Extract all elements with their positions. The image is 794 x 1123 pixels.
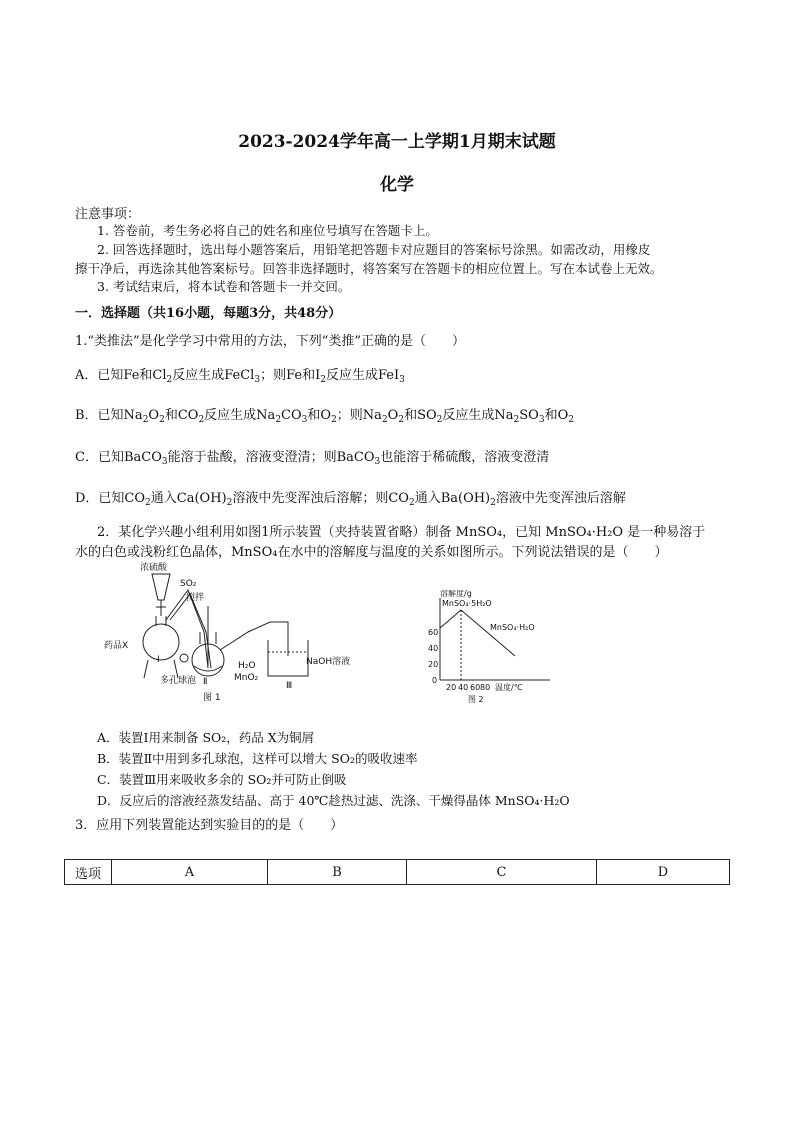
question-1-option-d: D．已知$CO_2$通入$Ca(OH)_2$溶液中先变浑浊后溶解；则$CO_2$通入$Ba(OH)_2$溶液中先变浑浊后溶解 — [75, 491, 626, 508]
table-header-a: A — [112, 860, 268, 885]
question-2-option-b: B．装置Ⅱ中用到多孔球泡，这样可以增大 SO₂的吸收速率 — [97, 751, 418, 766]
question-3-options-table — [64, 859, 730, 885]
y-axis-label: 溶解度/g — [440, 590, 472, 598]
exam-subject: 化学 — [380, 175, 414, 195]
x-tick-20: 20 — [446, 683, 457, 692]
label-so2: SO₂ — [180, 579, 197, 589]
notice-label: 注意事项： — [75, 207, 141, 222]
table-header-b: B — [268, 860, 407, 885]
label-roman-1: Ⅰ — [157, 655, 160, 665]
figure-2-solubility-chart — [420, 590, 560, 705]
figure-2-caption: 图 2 — [468, 695, 484, 704]
question-2-stem-line2: 水的白色或浅粉红色晶体，MnSO₄在水中的溶解度与温度的关系如图所示。下列说法错误的是（ ） — [75, 545, 668, 560]
question-2-stem-line1: 2．某化学兴趣小组利用如图1所示装置（夹持装置省略）制备 MnSO₄，已知 MnSO₄·H₂O 是一种易溶于 — [97, 525, 706, 540]
label-drug-x: 药品X — [104, 641, 129, 651]
question-1-stem: 1.“类推法”是化学学习中常用的方法，下列“类推”正确的是（ ） — [75, 334, 465, 349]
flask-one — [143, 624, 179, 660]
label-roman-3: Ⅲ — [286, 681, 293, 691]
exam-title: 2023-2024学年高一上学期1月期末试题 — [238, 132, 556, 152]
figure-1-apparatus — [100, 560, 400, 705]
question-1-option-b: B．已知$Na_2O_2$和$CO_2$反应生成$Na_2CO_3$和$O_2$；则$Na_2O_2$和$SO_2$反应生成$Na_2SO_3$和$O_2$ — [75, 408, 574, 425]
question-3-stem: 3．应用下列装置能达到实验目的的是（ ） — [75, 818, 344, 833]
question-1-option-a: A．已知Fe和$Cl_2$反应生成FeCl$_3$；则Fe和$I_2$反应生成FeI$_3$ — [75, 368, 405, 385]
question-2-option-c: C．装置Ⅲ用来吸收多余的 SO₂并可防止倒吸 — [97, 772, 347, 787]
table-row — [65, 860, 730, 885]
notice-item-2-cont: 擦干净后，再选涂其他答案标号。回答非选择题时，将答案写在答题卡的相应位置上。写在本试卷上无效。 — [75, 261, 663, 276]
x-axis-label: 温度/℃ — [495, 683, 523, 692]
table-header-c: C — [407, 860, 597, 885]
series-label-5h2o: MnSO₄·5H₂O — [442, 599, 492, 608]
section-heading: 一．选择题（共16小题，每题3分，共48分） — [75, 306, 342, 321]
notice-item-3: 3. 考试结束后，将本试卷和答题卡一并交回。 — [97, 279, 351, 294]
x-tick-80: 80 — [480, 683, 491, 692]
x-tick-60: 60 — [470, 683, 481, 692]
label-stir: 搅拌 — [186, 593, 205, 603]
y-tick-20: 20 — [428, 660, 439, 669]
solubility-line — [440, 610, 515, 656]
label-acid: 浓硫酸 — [140, 563, 168, 573]
funnel-shape — [152, 574, 170, 600]
question-2-option-a: A．装置Ⅰ用来制备 SO₂，药品 X为铜屑 — [97, 730, 315, 745]
table-header-option: 选项 — [65, 860, 112, 885]
label-bubble: 多孔球泡 — [160, 676, 197, 686]
label-roman-2: Ⅱ — [203, 677, 208, 687]
label-mno2: MnO₂ — [234, 673, 259, 683]
table-header-d: D — [597, 860, 730, 885]
figure-1-caption: 图 1 — [203, 693, 221, 703]
question-1-option-c: C．已知BaCO$_3$能溶于盐酸，溶液变澄清；则BaCO$_3$也能溶于稀硫酸，溶液变澄清 — [75, 450, 550, 467]
question-2-option-d: D．反应后的溶液经蒸发结晶、高于 40℃趁热过滤、洗涤、干燥得晶体 MnSO₄·H₂O — [97, 793, 570, 808]
label-naoh: NaOH溶液 — [306, 657, 351, 667]
label-h2o: H₂O — [238, 661, 256, 671]
notice-item-1: 1. 答卷前，考生务必将自己的姓名和座位号填写在答题卡上。 — [97, 223, 438, 238]
y-tick-40: 40 — [428, 644, 439, 653]
y-tick-60: 60 — [428, 628, 439, 637]
y-tick-0: 0 — [432, 676, 438, 685]
notice-item-2: 2. 回答选择题时，选出每小题答案后，用铅笔把答题卡对应题目的答案标号涂黑。如需改动，用橡皮 — [97, 242, 651, 257]
x-tick-40: 40 — [458, 683, 469, 692]
series-label-h2o: MnSO₄·H₂O — [490, 623, 535, 632]
